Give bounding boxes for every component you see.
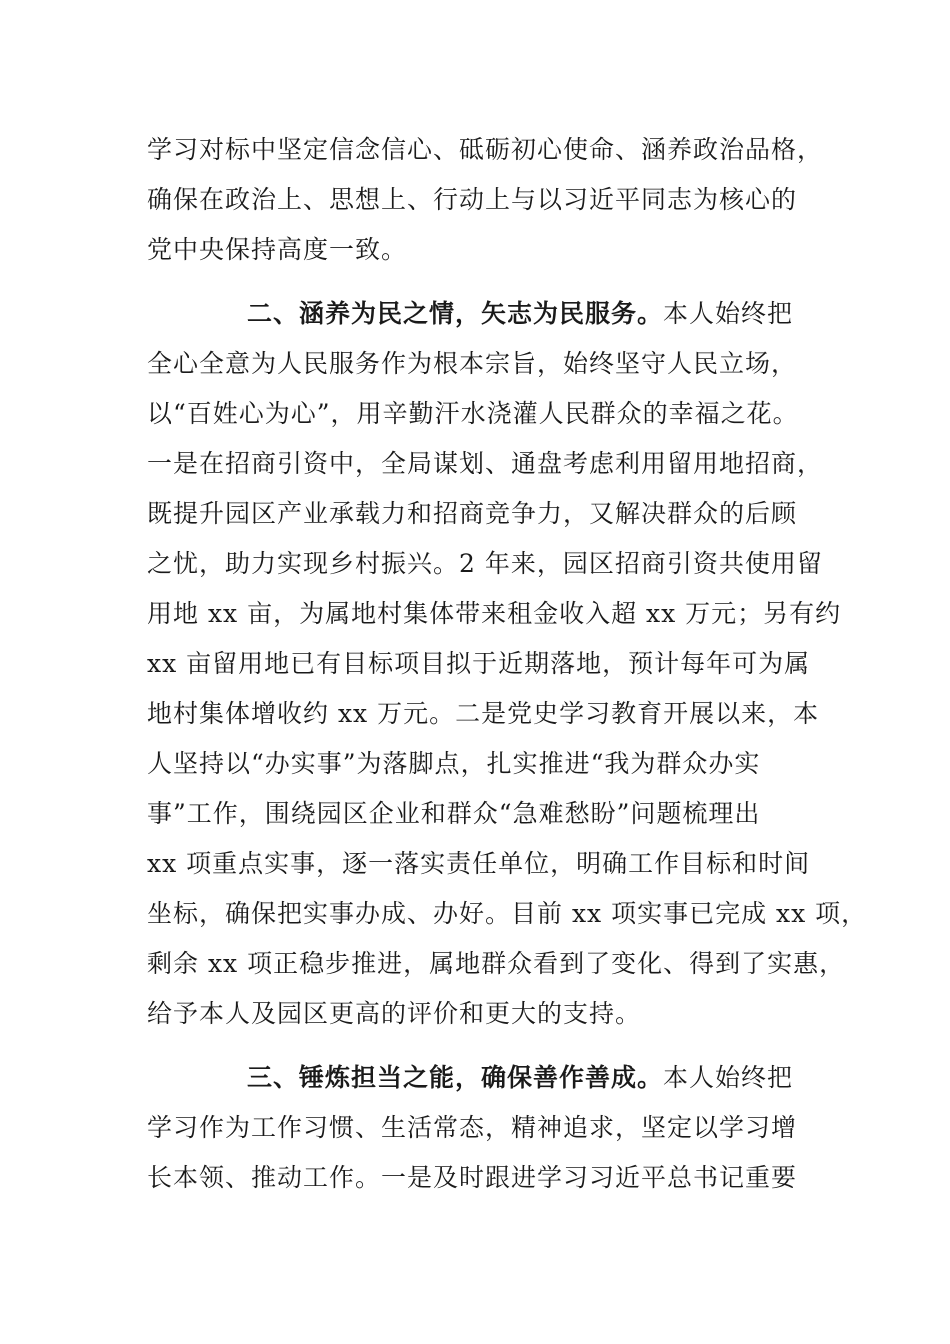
section-heading: 三、锤炼担当之能，确保善作善成。 <box>247 1063 664 1092</box>
paragraph-line: 一是在招商引资中，全局谋划、通盘考虑利用留用地招商， <box>147 449 824 478</box>
paragraph-line: 事”工作，围绕园区企业和群众“急难愁盼”问题梳理出 <box>147 799 761 828</box>
paragraph-line: 之忧，助力实现乡村振兴。2 年来，园区招商引资共使用留 <box>147 549 823 578</box>
paragraph-line: 长本领、推动工作。一是及时跟进学习习近平总书记重要 <box>147 1163 798 1192</box>
paragraph-line: 剩余 xx 项正稳步推进，属地群众看到了变化、得到了实惠， <box>147 949 846 978</box>
paragraph-line: 既提升园区产业承载力和招商竞争力，又解决群众的后顾 <box>147 499 798 528</box>
paragraph-line: 用地 xx 亩，为属地村集体带来租金收入超 xx 万元；另有约 <box>147 599 842 628</box>
paragraph-line: xx 项重点实事，逐一落实责任单位，明确工作目标和时间 <box>147 849 811 878</box>
paragraph-line: 学习作为工作习惯、生活常态，精神追求，坚定以学习增 <box>147 1113 798 1142</box>
paragraph-first-line <box>247 297 793 331</box>
paragraph-text: 本人始终把 <box>663 299 794 328</box>
paragraph-line: 确保在政治上、思想上、行动上与以习近平同志为核心的 <box>147 185 798 214</box>
paragraph-line: 全心全意为人民服务作为根本宗旨，始终坚守人民立场， <box>147 349 798 378</box>
section-heading: 二、涵养为民之情，矢志为民服务。 <box>247 299 664 328</box>
paragraph-line: 学习对标中坚定信念信心、砥砺初心使命、涵养政治品格， <box>147 135 824 164</box>
paragraph-line: 地村集体增收约 xx 万元。二是党史学习教育开展以来，本 <box>147 699 820 728</box>
paragraph-line: 人坚持以“办实事”为落脚点，扎实推进“我为群众办实 <box>147 749 761 778</box>
paragraph-line: 以“百姓心为心”，用辛勤汗水浇灌人民群众的幸福之花。 <box>147 399 799 428</box>
paragraph-line: 坐标，确保把实事办成、办好。目前 xx 项实事已完成 xx 项， <box>147 899 868 928</box>
paragraph-first-line <box>247 1061 793 1095</box>
paragraph-line: 党中央保持高度一致。 <box>147 235 408 264</box>
paragraph-line: xx 亩留用地已有目标项目拟于近期落地，预计每年可为属 <box>147 649 811 678</box>
paragraph-line: 给予本人及园区更高的评价和更大的支持。 <box>147 999 642 1028</box>
paragraph-text: 本人始终把 <box>663 1063 794 1092</box>
